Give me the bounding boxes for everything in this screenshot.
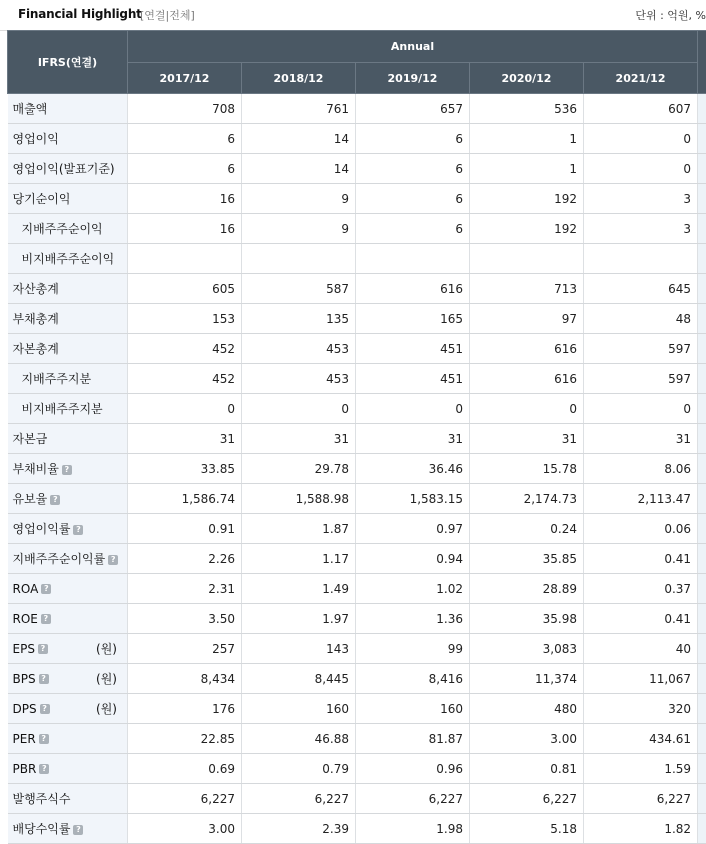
table-row (8, 814, 706, 844)
table-row (8, 694, 706, 724)
value-cell (470, 244, 584, 274)
value-cell: 8,445 (242, 664, 356, 694)
value-cell: 46.88 (242, 724, 356, 754)
year-header[interactable]: 2017/12 (128, 63, 242, 94)
value-cell: 1 (470, 154, 584, 184)
value-cell: 0 (584, 394, 698, 424)
help-icon[interactable]: ? (39, 764, 49, 774)
table-row (8, 274, 706, 304)
row-label: 영업이익(발표기준) (12, 162, 115, 176)
value-cell: 8,434 (128, 664, 242, 694)
table-row (8, 424, 706, 454)
help-icon[interactable]: ? (73, 525, 83, 535)
table-row (8, 664, 706, 694)
table-row (8, 124, 706, 154)
row-label: 당기순이익 (12, 192, 71, 206)
value-cell: 6 (356, 124, 470, 154)
table-row (8, 244, 706, 274)
table-row (8, 154, 706, 184)
value-cell: 165 (356, 304, 470, 334)
value-cell: 6,227 (584, 784, 698, 814)
value-cell: 0.06 (584, 514, 698, 544)
table-row (8, 634, 706, 664)
row-label-cell (8, 454, 128, 484)
table-row (8, 724, 706, 754)
value-cell: 2,174.73 (470, 484, 584, 514)
value-cell: 0.69 (128, 754, 242, 784)
row-label-cell (8, 334, 128, 364)
value-cell: 536 (470, 94, 584, 124)
row-label-cell (8, 364, 128, 394)
value-cell: 616 (470, 364, 584, 394)
row-label-cell (8, 694, 128, 724)
row-label-cell (8, 604, 128, 634)
value-cell: 0.91 (128, 514, 242, 544)
table-row (8, 514, 706, 544)
section-title: Financial Highlight (18, 7, 142, 21)
table-row (8, 304, 706, 334)
row-label: 자산총계 (12, 282, 59, 296)
value-cell: 192 (470, 184, 584, 214)
value-cell: 605 (128, 274, 242, 304)
row-label: 지배주주순이익 (21, 222, 103, 236)
help-icon[interactable]: ? (50, 495, 60, 505)
row-label-cell (8, 574, 128, 604)
value-cell: 453 (242, 334, 356, 364)
row-label-cell (8, 214, 128, 244)
value-cell: 3.00 (128, 814, 242, 844)
year-header[interactable]: 2021/12 (584, 63, 698, 94)
value-cell: 6 (128, 154, 242, 184)
value-cell (128, 244, 242, 274)
value-cell: 320 (584, 694, 698, 724)
value-cell: 451 (356, 364, 470, 394)
table-edge-cell (698, 244, 706, 274)
table-edge-cell (698, 814, 706, 844)
table-row (8, 574, 706, 604)
table-edge-cell (698, 364, 706, 394)
value-cell: 81.87 (356, 724, 470, 754)
row-label: 비지배주주순이익 (21, 252, 115, 266)
row-label: 부채총계 (12, 312, 59, 326)
table-row (8, 184, 706, 214)
table-row (8, 214, 706, 244)
row-label: 지배주주순이익률 (12, 552, 106, 566)
value-cell: 1.82 (584, 814, 698, 844)
row-label-cell (8, 154, 128, 184)
row-label: 매출액 (12, 102, 48, 116)
help-icon[interactable]: ? (73, 825, 83, 835)
row-label-cell (8, 814, 128, 844)
value-cell: 607 (584, 94, 698, 124)
value-cell: 0.41 (584, 604, 698, 634)
value-cell: 3 (584, 214, 698, 244)
value-cell: 11,374 (470, 664, 584, 694)
table-edge-cell (698, 694, 706, 724)
value-cell: 452 (128, 364, 242, 394)
table-row (8, 754, 706, 784)
value-cell: 31 (242, 424, 356, 454)
help-icon[interactable]: ? (39, 734, 49, 744)
value-cell: 3.00 (470, 724, 584, 754)
value-cell: 0.81 (470, 754, 584, 784)
value-cell: 143 (242, 634, 356, 664)
row-label-cell (8, 424, 128, 454)
row-label: 지배주주지분 (21, 372, 92, 386)
row-label-cell (8, 124, 128, 154)
row-label: 영업이익률 (12, 522, 71, 536)
value-cell: 6 (356, 154, 470, 184)
value-cell: 28.89 (470, 574, 584, 604)
value-cell: 16 (128, 214, 242, 244)
value-cell: 708 (128, 94, 242, 124)
value-cell: 3.50 (128, 604, 242, 634)
value-cell: 0 (584, 154, 698, 184)
value-cell: 48 (584, 304, 698, 334)
value-cell: 1.87 (242, 514, 356, 544)
help-icon[interactable]: ? (39, 674, 49, 684)
row-label: BPS (12, 671, 36, 686)
value-cell: 9 (242, 214, 356, 244)
row-label-cell (8, 664, 128, 694)
value-cell: 5.18 (470, 814, 584, 844)
value-cell: 597 (584, 364, 698, 394)
help-icon[interactable]: ? (41, 584, 51, 594)
help-icon[interactable]: ? (38, 644, 48, 654)
value-cell: 16 (128, 184, 242, 214)
value-cell: 2.39 (242, 814, 356, 844)
row-label-cell (8, 274, 128, 304)
unit-label: 단위 : 억원, % (635, 9, 706, 22)
help-icon[interactable]: ? (40, 704, 50, 714)
row-label-cell (8, 784, 128, 814)
table-row (8, 394, 706, 424)
value-cell: 6,227 (128, 784, 242, 814)
value-cell: 6 (356, 214, 470, 244)
row-label: 발행주식수 (12, 792, 71, 806)
value-cell: 99 (356, 634, 470, 664)
table-edge-cell (698, 754, 706, 784)
value-cell: 713 (470, 274, 584, 304)
value-cell: 616 (470, 334, 584, 364)
table-edge-cell (698, 454, 706, 484)
value-cell: 192 (470, 214, 584, 244)
value-cell: 452 (128, 334, 242, 364)
value-cell: 1 (470, 124, 584, 154)
value-cell: 0.79 (242, 754, 356, 784)
row-label-cell (8, 754, 128, 784)
table-row (8, 544, 706, 574)
value-cell: 0.41 (584, 544, 698, 574)
row-label: 유보율 (12, 492, 48, 506)
row-label: 배당수익률 (12, 822, 71, 836)
row-label: 영업이익 (12, 132, 59, 146)
value-cell: 6,227 (242, 784, 356, 814)
value-cell: 8,416 (356, 664, 470, 694)
help-icon[interactable]: ? (108, 555, 118, 565)
value-cell: 160 (242, 694, 356, 724)
table-edge-cell (698, 574, 706, 604)
value-cell: 480 (470, 694, 584, 724)
table-edge-cell (698, 544, 706, 574)
value-cell: 22.85 (128, 724, 242, 754)
value-cell: 0.96 (356, 754, 470, 784)
year-header[interactable]: 2020/12 (470, 63, 584, 94)
value-cell: 6,227 (356, 784, 470, 814)
table-corner-header: IFRS(연결) (8, 31, 128, 94)
value-cell: 587 (242, 274, 356, 304)
row-label-cell (8, 304, 128, 334)
table-edge-cell (698, 94, 706, 124)
value-cell: 1.36 (356, 604, 470, 634)
value-cell: 0 (242, 394, 356, 424)
value-cell: 1.02 (356, 574, 470, 604)
value-cell: 1.59 (584, 754, 698, 784)
row-unit: (원) (96, 702, 117, 716)
value-cell: 2,113.47 (584, 484, 698, 514)
value-cell: 0.37 (584, 574, 698, 604)
table-edge-cell (698, 634, 706, 664)
value-cell: 40 (584, 634, 698, 664)
value-cell: 11,067 (584, 664, 698, 694)
row-label-cell (8, 244, 128, 274)
value-cell: 0 (356, 394, 470, 424)
value-cell: 616 (356, 274, 470, 304)
value-cell: 1.97 (242, 604, 356, 634)
row-label-cell (8, 394, 128, 424)
value-cell: 0 (584, 124, 698, 154)
value-cell: 451 (356, 334, 470, 364)
value-cell: 761 (242, 94, 356, 124)
value-cell: 31 (470, 424, 584, 454)
annual-group-header: Annual (128, 31, 698, 63)
row-label: 부채비율 (12, 462, 59, 476)
value-cell: 31 (128, 424, 242, 454)
table-edge-cell (698, 334, 706, 364)
value-cell: 14 (242, 154, 356, 184)
table-edge-cell (698, 514, 706, 544)
financial-highlight-table (7, 30, 706, 844)
value-cell: 35.98 (470, 604, 584, 634)
row-label-cell (8, 724, 128, 754)
value-cell: 97 (470, 304, 584, 334)
table-edge-cell (698, 484, 706, 514)
value-cell (356, 244, 470, 274)
help-icon[interactable]: ? (41, 614, 51, 624)
value-cell: 645 (584, 274, 698, 304)
value-cell: 1.98 (356, 814, 470, 844)
value-cell: 176 (128, 694, 242, 724)
table-edge-cell (698, 784, 706, 814)
row-label: ROA (12, 581, 39, 596)
value-cell: 0.97 (356, 514, 470, 544)
value-cell: 3 (584, 184, 698, 214)
value-cell: 2.26 (128, 544, 242, 574)
value-cell: 0 (128, 394, 242, 424)
table-edge-cell (698, 154, 706, 184)
section-header (0, 0, 706, 31)
value-cell: 160 (356, 694, 470, 724)
row-label-cell (8, 634, 128, 664)
value-cell: 3,083 (470, 634, 584, 664)
table-row (8, 334, 706, 364)
value-cell: 6 (128, 124, 242, 154)
value-cell: 1.49 (242, 574, 356, 604)
table-row (8, 454, 706, 484)
value-cell: 31 (584, 424, 698, 454)
value-cell (242, 244, 356, 274)
year-header[interactable]: 2018/12 (242, 63, 356, 94)
row-label: PER (12, 731, 36, 746)
value-cell: 1,583.15 (356, 484, 470, 514)
value-cell: 597 (584, 334, 698, 364)
row-unit: (원) (96, 642, 117, 656)
row-unit: (원) (96, 672, 117, 686)
value-cell: 33.85 (128, 454, 242, 484)
row-label-cell (8, 514, 128, 544)
value-cell: 9 (242, 184, 356, 214)
value-cell: 1,588.98 (242, 484, 356, 514)
table-edge-cell (698, 214, 706, 244)
value-cell: 36.46 (356, 454, 470, 484)
row-label: EPS (12, 641, 35, 656)
table-edge-cell (698, 304, 706, 334)
row-label: 자본총계 (12, 342, 59, 356)
row-label: ROE (12, 611, 38, 626)
value-cell: 8.06 (584, 454, 698, 484)
row-label: 자본금 (12, 432, 48, 446)
value-cell: 257 (128, 634, 242, 664)
value-cell: 15.78 (470, 454, 584, 484)
filter-label: [연결|전체] (140, 9, 195, 22)
value-cell: 1,586.74 (128, 484, 242, 514)
table-edge-cell (698, 184, 706, 214)
year-header[interactable]: 2019/12 (356, 63, 470, 94)
table-row (8, 604, 706, 634)
help-icon[interactable]: ? (62, 465, 72, 475)
value-cell: 14 (242, 124, 356, 154)
value-cell: 153 (128, 304, 242, 334)
table-row (8, 364, 706, 394)
value-cell (584, 244, 698, 274)
row-label-cell (8, 94, 128, 124)
value-cell: 6,227 (470, 784, 584, 814)
value-cell: 1.17 (242, 544, 356, 574)
table-edge-cell (698, 604, 706, 634)
table-edge-cell (698, 394, 706, 424)
value-cell: 29.78 (242, 454, 356, 484)
table-row (8, 784, 706, 814)
row-label-cell (8, 184, 128, 214)
table-edge-cell (698, 124, 706, 154)
value-cell: 0.94 (356, 544, 470, 574)
row-label: PBR (12, 761, 37, 776)
value-cell: 6 (356, 184, 470, 214)
row-label-cell (8, 544, 128, 574)
table-row (8, 484, 706, 514)
value-cell: 31 (356, 424, 470, 454)
value-cell: 0.24 (470, 514, 584, 544)
table-edge-cell (698, 664, 706, 694)
value-cell: 453 (242, 364, 356, 394)
value-cell: 2.31 (128, 574, 242, 604)
value-cell: 434.61 (584, 724, 698, 754)
table-edge-cell (698, 274, 706, 304)
value-cell: 135 (242, 304, 356, 334)
table-row (8, 94, 706, 124)
row-label-cell (8, 484, 128, 514)
value-cell: 35.85 (470, 544, 584, 574)
table-edge-header (698, 31, 706, 94)
row-label: 비지배주주지분 (21, 402, 103, 416)
table-edge-cell (698, 724, 706, 754)
row-label: DPS (12, 701, 37, 716)
value-cell: 657 (356, 94, 470, 124)
value-cell: 0 (470, 394, 584, 424)
table-edge-cell (698, 424, 706, 454)
